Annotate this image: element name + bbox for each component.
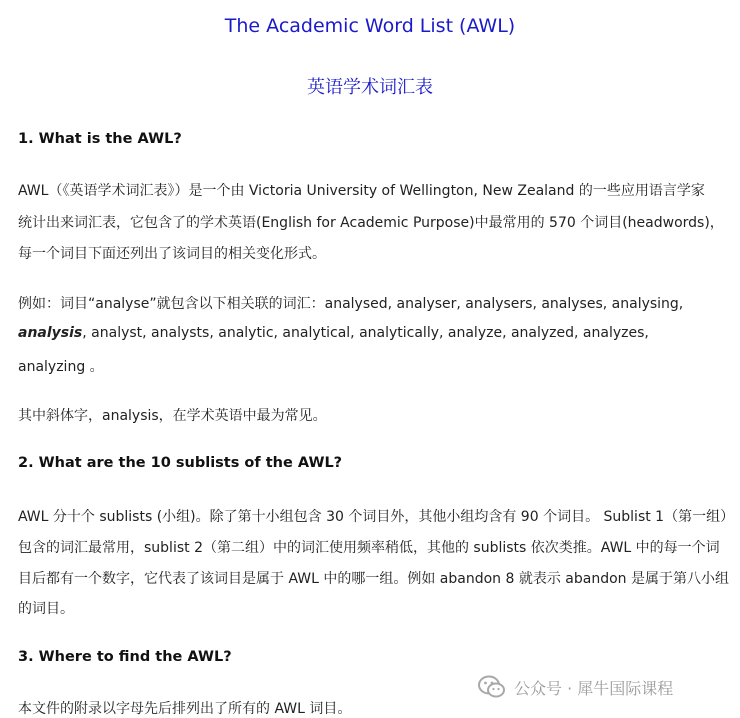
sec2-para1-line1: AWL 分十个 sublists (小组)。除了第十小组包含 30 个词目外，其他小组均含有 90 个词目。 Sublist 1（第一组） [18, 509, 735, 525]
sec2-para1-line2: 包含的词汇最常用，sublist 2（第二组）中的词汇使用频率稍低，其他的 sublists 依次类推。AWL 中的每一个词 [18, 540, 720, 556]
sec3-para1: 本文件的附录以字母先后排列出了所有的 AWL 词目。 [18, 701, 352, 717]
section-2-heading: 2. What are the 10 sublists of the AWL? [18, 455, 343, 471]
wechat-icon [478, 675, 506, 699]
watermark [478, 673, 673, 701]
section-1-heading: 1. What is the AWL? [18, 131, 182, 147]
sec1-para2-line1: 例如：词目“analyse”就包含以下相关联的词汇：analysed, analyser, analysers, analyses, analysing, [18, 296, 684, 312]
sec1-para3: 其中斜体字，analysis，在学术英语中最为常见。 [18, 408, 327, 424]
emphasized-word: analysis [18, 325, 83, 341]
sec1-para1-line1: AWL（《英语学术词汇表》）是一个由 Victoria University of Wellington, New Zealand 的一些应用语言学家 [18, 183, 705, 199]
watermark-text: 公众号 · 犀牛国际课程 [514, 678, 674, 698]
sec2-para1-line4: 的词目。 [18, 601, 74, 617]
section-3-heading: 3. Where to find the AWL? [18, 649, 232, 665]
sec1-para2-line2-rest: , analyst, analysts, analytic, analytical, analytically, analyze, analyzed, analyzes, [82, 325, 649, 341]
document-subtitle: 英语学术词汇表 [307, 77, 433, 98]
sec1-para2-line3: analyzing 。 [18, 359, 104, 375]
document-title: The Academic Word List (AWL) [224, 15, 516, 37]
sec1-para2-line2 [18, 325, 649, 341]
sec1-para1-line2: 统计出来词汇表，它包含了的学术英语(English for Academic Purpose)中最常用的 570 个词目(headwords)， [18, 215, 724, 231]
sec2-para1-line3: 目后都有一个数字，它代表了该词目是属于 AWL 中的哪一组。例如 abandon 8 就表示 abandon 是属于第八小组 [18, 571, 729, 587]
sec1-para1-line3: 每一个词目下面还列出了该词目的相关变化形式。 [18, 246, 326, 262]
